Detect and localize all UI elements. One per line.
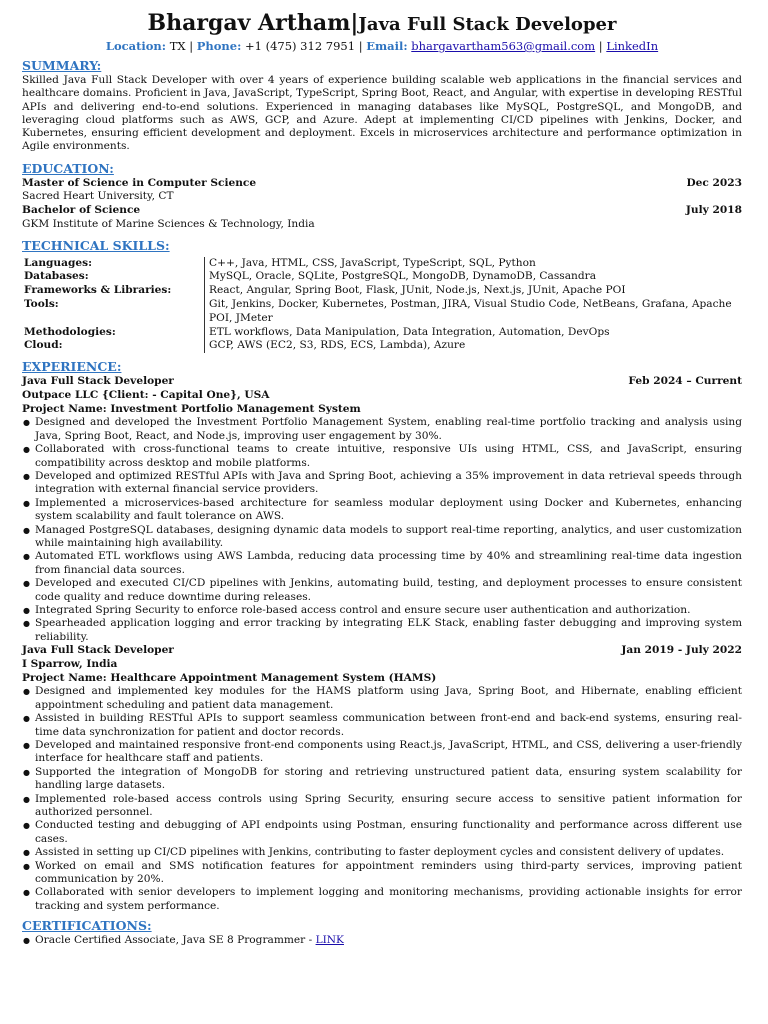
email-link[interactable]: bhargavartham563@gmail.com [411,39,596,53]
certification-item [35,934,742,947]
job-bullet: ● Collaborated with cross-functional teams to create intuitive, responsive UIs using HTML, CSS, and JavaScript, ensuring compatibility across desktop and mobile platforms. [35,443,742,470]
degree-title: Bachelor of Science [22,204,141,217]
skills-row [22,270,742,284]
education-item [22,204,742,231]
candidate-role: Java Full Stack Developer [358,14,617,35]
job-project: Project Name: Healthcare Appointment Management System (HAMS) [22,671,437,684]
job-bullet: ● Assisted in building RESTful APIs to support seamless communication between front-end and back-end systems, ensuring real-time data synchronization for patient and doctor records. [35,712,742,739]
location-value: TX [169,39,186,53]
job-entry [22,375,742,644]
job-bullet: ● Developed and optimized RESTful APIs with Java and Spring Boot, achieving a 35% improvement in data retrieval speeds through integration with external financial service providers. [35,470,742,497]
job-bullets [22,416,742,644]
job-bullet: ● Spearheaded application logging and error tracking by integrating ELK Stack, enabling faster debugging and improving system reliability. [35,617,742,644]
job-company: I Sparrow, India [22,657,118,670]
linkedin-link[interactable]: LinkedIn [606,39,659,53]
summary-heading: SUMMARY: [22,58,102,73]
resume-page [22,10,742,948]
skills-row [22,326,742,340]
job-bullet: ● Implemented role-based access controls using Spring Security, ensuring secure access to sensitive patient information for authorized personnel. [35,793,742,820]
school-name: GKM Institute of Marine Sciences & Technology, India [22,217,315,230]
job-bullet: ● Developed and executed CI/CD pipelines with Jenkins, automating build, testing, and deployment processes to ensure consistent code quality and reduce downtime during releases. [35,577,742,604]
skill-category: Frameworks & Libraries: [22,284,205,298]
skill-category: Methodologies: [22,326,205,340]
skill-values: ETL workflows, Data Manipulation, Data Integration, Automation, DevOps [209,325,610,338]
summary-text: Skilled Java Full Stack Developer with over 4 years of experience building scalable web applications in the financial services and healthcare domains. Proficient in Java, JavaScript, TypeScript, Spring Boot, React, and Angular, with expertise in developing RESTful APIs and delivering end-to-end solutions. Experienced in managing databases like MySQL, PostgreSQL, and MongoDB, and leveraging cloud platforms such as AWS, GCP, and Azure. Adept at implementing CI/CD pipelines with Jenkins, Docker, and Kubernetes, ensuring efficient development and deployment. Excels in microservices architecture and performance optimization in Agile environments. [22,74,742,153]
certification-link[interactable]: LINK [315,934,344,947]
job-dates: Feb 2024 – Current [628,375,742,388]
candidate-name: Bhargav Artham| [147,10,359,36]
job-bullet: ● Supported the integration of MongoDB for storing and retrieving unstructured patient data, ensuring system scalability for handling large datasets. [35,766,742,793]
skill-values: GCP, AWS (EC2, S3, RDS, ECS, Lambda), Azure [209,339,466,352]
header-title [22,10,742,38]
job-bullet: ● Worked on email and SMS notification features for appointment reminders using third-party services, improving patient communication by 20%. [35,860,742,887]
job-bullet: ● Designed and developed the Investment Portfolio Management System, enabling real-time portfolio tracking and analysis using Java, Spring Boot, React, and Node.js, improving user engagement by 30%. [35,416,742,443]
contact-line: Location: TX | Phone: +1 (475) 312 7951 | Email: bhargavartham563@gmail.com | LinkedIn [105,39,659,53]
job-role: Java Full Stack Developer [22,644,174,657]
school-name: Sacred Heart University, CT [22,190,174,203]
skills-row [22,257,742,271]
job-role: Java Full Stack Developer [22,375,174,388]
phone-value: +1 (475) 312 7951 [245,39,356,53]
skill-category: Cloud: [22,339,205,353]
experience-heading: EXPERIENCE: [22,359,122,375]
skill-values: Git, Jenkins, Docker, Kubernetes, Postman, JIRA, Visual Studio Code, NetBeans, Grafana, Apache POI, JMeter [209,297,732,324]
education-list [22,177,742,232]
job-company: Outpace LLC {Client: - Capital One}, USA [22,388,270,401]
degree-title: Master of Science in Computer Science [22,176,257,189]
job-project: Project Name: Investment Portfolio Management System [22,402,361,415]
education-heading: EDUCATION: [22,160,114,176]
job-bullet: ● Developed and maintained responsive front-end components using React.js, JavaScript, HTML, and CSS, delivering a user-friendly interface for healthcare staff and patients. [35,739,742,766]
job-bullet: ● Designed and implemented key modules for the HAMS platform using Java, Spring Boot, and Hibernate, enabling efficient appointment scheduling and patient data management. [35,685,742,712]
certification-text: Oracle Certified Associate, Java SE 8 Programmer - [35,934,316,947]
skills-row [22,339,742,353]
certification-list [22,934,742,947]
phone-label: Phone: [196,39,242,53]
job-bullet: ● Conducted testing and debugging of API endpoints using Postman, ensuring functionality and performance across different use cases. [35,819,742,846]
skill-category: Databases: [22,270,205,284]
job-bullet: ● Assisted in setting up CI/CD pipelines with Jenkins, contributing to faster deployment cycles and consistent delivery of updates. [35,846,742,859]
job-bullet: ● Collaborated with senior developers to implement logging and monitoring mechanisms, providing actionable insights for error tracking and system performance. [35,886,742,913]
location-label: Location: [105,39,167,53]
job-bullet: ● Integrated Spring Security to enforce role-based access control and ensure secure user authentication and authorization. [35,604,742,617]
job-entry [22,644,742,913]
skill-category: Languages: [22,257,205,271]
certifications-heading: CERTIFICATIONS: [22,918,152,934]
job-bullets [22,685,742,913]
skills-row [22,298,742,326]
degree-date: Dec 2023 [686,176,742,189]
skill-values: C++, Java, HTML, CSS, JavaScript, TypeScript, SQL, Python [209,256,536,269]
job-bullet: ● Implemented a microservices-based architecture for seamless modular deployment using Docker and Kubernetes, enhancing system scalability and fault tolerance on AWS. [35,497,742,524]
degree-date: July 2018 [685,204,742,217]
skills-row [22,284,742,298]
skills-heading: TECHNICAL SKILLS: [22,237,170,253]
email-label: Email: [366,39,408,53]
skill-values: React, Angular, Spring Boot, Flask, JUnit, Node.js, Next.js, JUnit, Apache POI [209,284,626,297]
job-bullet: ● Automated ETL workflows using AWS Lambda, reducing data processing time by 40% and streamlining real-time data ingestion from financial data sources. [35,550,742,577]
skill-values: MySQL, Oracle, SQLite, PostgreSQL, MongoDB, DynamoDB, Cassandra [209,270,597,283]
education-item [22,177,742,204]
skill-category: Tools: [22,298,205,326]
skills-table [22,257,742,354]
job-dates: Jan 2019 - July 2022 [621,644,742,657]
job-bullet: ● Managed PostgreSQL databases, designing dynamic data models to support real-time reporting, analytics, and user customization while maintaining high availability. [35,524,742,551]
